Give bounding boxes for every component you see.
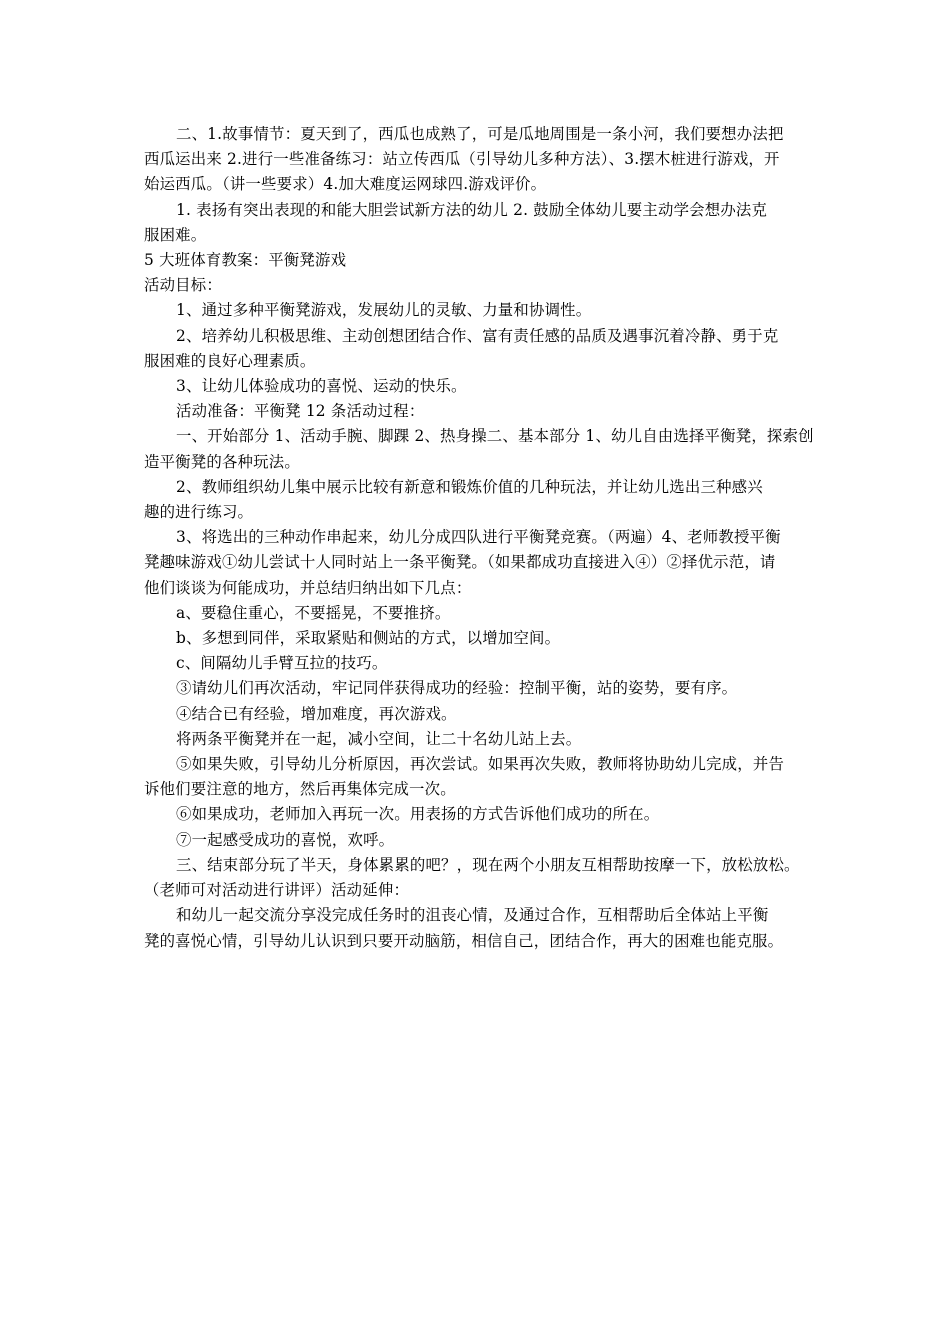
- paragraph-line: 趣的进行练习。: [144, 503, 254, 522]
- paragraph-line: 凳趣味游戏①幼儿尝试十人同时站上一条平衡凳。（如果都成功直接进入④）②择优示范，请: [144, 553, 776, 572]
- paragraph: [144, 702, 824, 727]
- paragraph-line: 服困难。: [144, 225, 207, 244]
- paragraph: [144, 399, 824, 424]
- paragraph: [144, 198, 824, 248]
- paragraph: [144, 248, 824, 273]
- paragraph: [144, 651, 824, 676]
- paragraph-line: 凳的喜悦心情，引导幼儿认识到只要开动脑筋，相信自己，团结合作，再大的困难也能克服。: [144, 931, 784, 950]
- paragraph-line: 二、1.故事情节：夏天到了，西瓜也成熟了，可是瓜地周围是一条小河，我们要想办法把: [176, 125, 784, 143]
- paragraph-line: （老师可对活动进行讲评）活动延伸：: [144, 881, 410, 900]
- paragraph-line: ⑤如果失败，引导幼儿分析原因，再次尝试。如果再次失败，教师将协助幼儿完成，并告: [176, 755, 785, 774]
- paragraph: [144, 626, 824, 651]
- paragraph-line: ⑦一起感受成功的喜悦，欢呼。: [176, 830, 395, 849]
- paragraph-line: 2、培养幼儿积极思维、主动创想团结合作、富有责任感的品质及遇事沉着冷静、勇于克: [176, 326, 779, 345]
- paragraph-line: 1. 表扬有突出表现的和能大胆尝试新方法的幼儿 2. 鼓励全体幼儿要主动学会想办法克: [176, 200, 768, 219]
- paragraph: [144, 802, 824, 827]
- paragraph: [144, 324, 824, 374]
- paragraph-line: 诉他们要注意的地方，然后再集体完成一次。: [144, 780, 456, 799]
- paragraph: [144, 752, 824, 802]
- paragraph-line: 活动目标：: [144, 276, 222, 295]
- paragraph-line: 西瓜运出来 2.进行一些准备练习：站立传西瓜（引导幼儿多种方法）、3.摆木桩进行游戏，开: [144, 150, 780, 169]
- paragraph-line: b、多想到同伴，采取紧贴和侧站的方式，以增加空间。: [176, 629, 561, 648]
- paragraph-line: 活动准备：平衡凳 12 条活动过程：: [176, 402, 425, 421]
- paragraph: [144, 601, 824, 626]
- paragraph: [144, 853, 824, 903]
- paragraph: [144, 676, 824, 701]
- paragraph-line: 始运西瓜。（讲一些要求）4.加大难度运网球四.游戏评价。: [144, 175, 547, 194]
- paragraph-line: ③请幼儿们再次活动，牢记同伴获得成功的经验：控制平衡，站的姿势，要有序。: [176, 679, 738, 698]
- paragraph-line: 三、结束部分玩了半天，身体累累的吧？，现在两个小朋友互相帮助按摩一下，放松放松。: [176, 855, 800, 874]
- paragraph-line: 3、将选出的三种动作串起来，幼儿分成四队进行平衡凳竞赛。（两遍）4、老师教授平衡: [176, 528, 781, 547]
- paragraph-line: 和幼儿一起交流分享没完成任务时的沮丧心情，及通过合作，互相帮助后全体站上平衡: [176, 906, 769, 925]
- paragraph-line: ⑥如果成功，老师加入再玩一次。用表扬的方式告诉他们成功的所在。: [176, 805, 660, 824]
- paragraph-line: 1、通过多种平衡凳游戏，发展幼儿的灵敏、力量和协调性。: [176, 301, 592, 320]
- paragraph-line: 将两条平衡凳并在一起，减小空间，让二十名幼儿站上去。: [176, 729, 582, 748]
- paragraph-line: ④结合已有经验，增加难度，再次游戏。: [176, 704, 457, 723]
- paragraph-line: 他们谈谈为何能成功，并总结归纳出如下几点：: [144, 578, 472, 597]
- paragraph: [144, 122, 824, 198]
- paragraph: [144, 903, 824, 953]
- paragraph-line: 一、开始部分 1、活动手腕、脚踝 2、热身操二、基本部分 1、幼儿自由选择平衡凳，探索创: [176, 427, 814, 446]
- paragraph: [144, 273, 824, 298]
- paragraph: [144, 727, 824, 752]
- paragraph-line: 3、让幼儿体验成功的喜悦、运动的快乐。: [176, 377, 467, 396]
- paragraph-line: 5 大班体育教案：平衡凳游戏: [144, 251, 347, 270]
- paragraph: [144, 525, 824, 601]
- paragraph: [144, 475, 824, 525]
- paragraph-line: 服困难的良好心理素质。: [144, 351, 316, 370]
- paragraph: [144, 828, 824, 853]
- paragraph-line: c、间隔幼儿手臂互拉的技巧。: [176, 654, 388, 673]
- paragraph-line: a、要稳住重心，不要摇晃，不要推挤。: [176, 603, 451, 622]
- paragraph: [144, 374, 824, 399]
- document-body: [144, 122, 824, 954]
- paragraph-line: 造平衡凳的各种玩法。: [144, 452, 300, 471]
- paragraph: [144, 424, 824, 474]
- paragraph: [144, 298, 824, 323]
- paragraph-line: 2、教师组织幼儿集中展示比较有新意和锻炼价值的几种玩法，并让幼儿选出三种感兴: [176, 477, 763, 496]
